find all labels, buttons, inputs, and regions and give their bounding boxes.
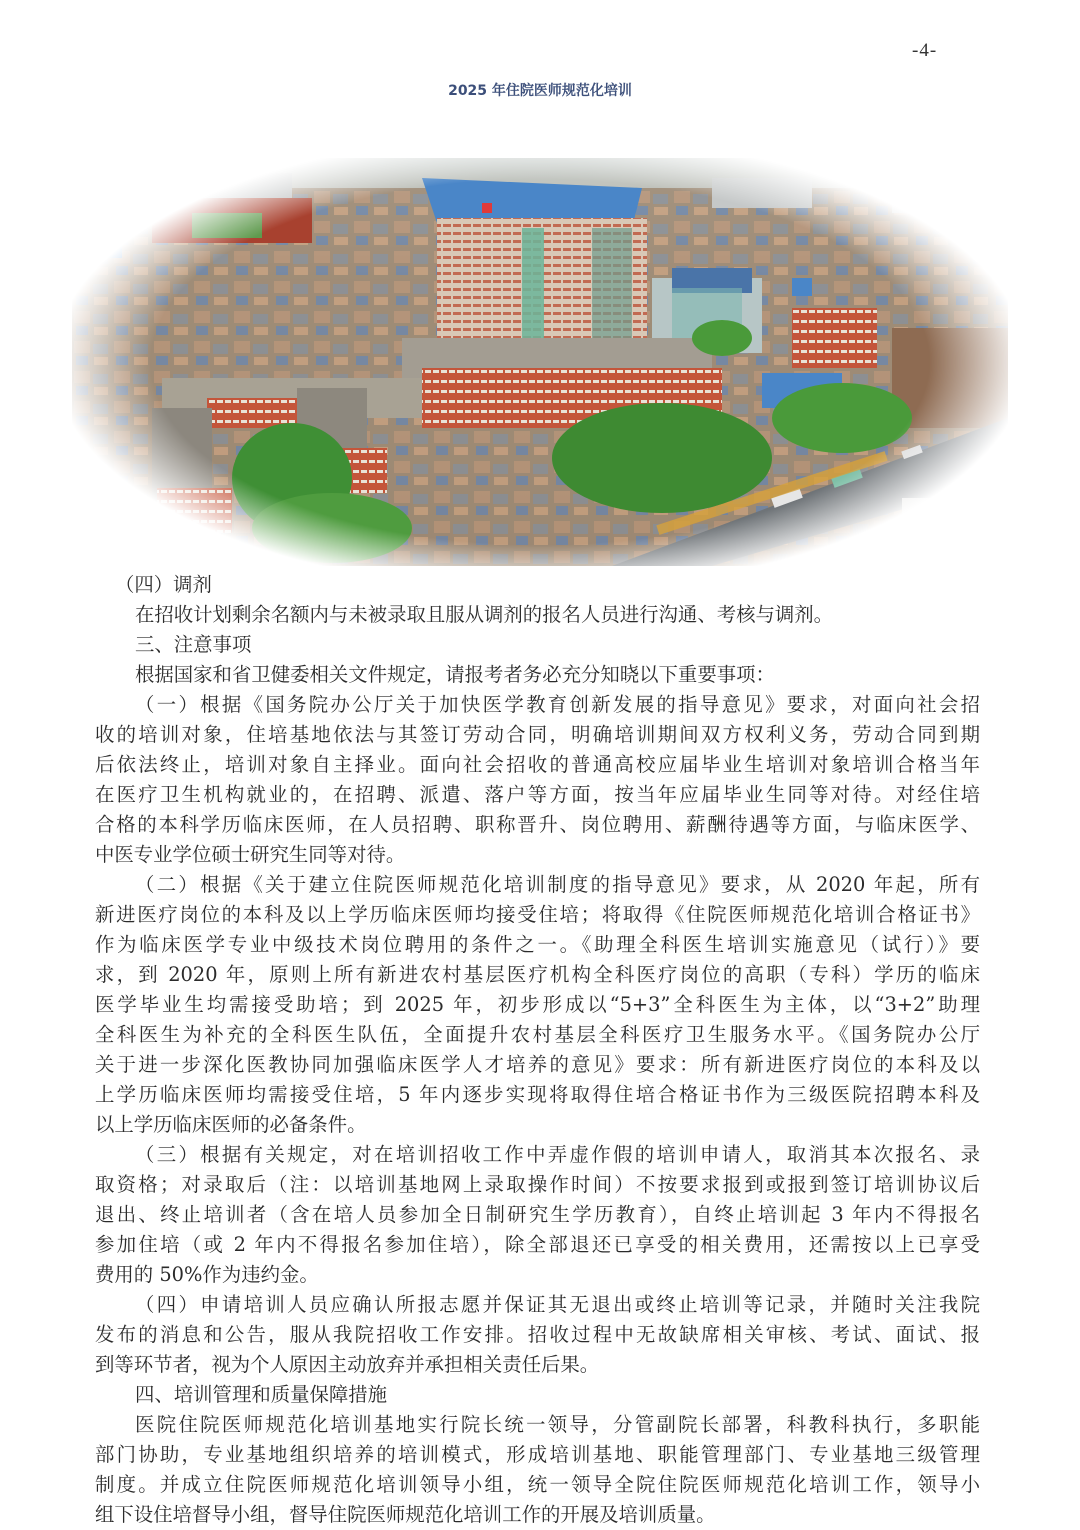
paragraph-item-2-line: 上学历临床医师均需接受住培，5 年内逐步实现将取得住培合格证书作为三级医院招聘本科及 [95, 1083, 980, 1106]
paragraph-item-2-line: 新进医疗岗位的本科及以上学历临床医师均接受住培；将取得《住院医师规范化培训合格证书》 [95, 903, 980, 926]
document-body [95, 570, 980, 1530]
paragraph-item-1-line: （一）根据《国务院办公厅关于加快医学教育创新发展的指导意见》要求，对面向社会招 [135, 693, 980, 716]
paragraph-item-2-line: （二）根据《关于建立住院医师规范化培训制度的指导意见》要求，从 2020 年起，所有 [135, 873, 980, 896]
section-heading-management: 四、培训管理和质量保障措施 [135, 1383, 388, 1406]
paragraph-item-2-line: 以上学历临床医师的必备条件。 [95, 1113, 367, 1136]
paragraph-item-3-line: 取资格；对录取后（注：以培训基地网上录取操作时间）不按要求报到或报到签订培训协议后 [95, 1173, 980, 1196]
paragraph-item-2-line: 作为临床医学专业中级技术岗位聘用的条件之一。《助理全科医生培训实施意见（试行）》要 [95, 933, 980, 956]
paragraph-item-1-line: 合格的本科学历临床医师，在人员招聘、职称晋升、岗位聘用、薪酬待遇等方面，与临床医学、 [95, 813, 980, 836]
paragraph-management-line: 组下设住培督导小组，督导住院医师规范化培训工作的开展及培训质量。 [95, 1503, 716, 1526]
paragraph-item-2-line: 关于进一步深化医教协同加强临床医学人才培养的意见》要求：所有新进医疗岗位的本科及以 [95, 1053, 980, 1076]
page-number: -4- [912, 40, 938, 61]
document-header-title: 2025 年住院医师规范化培训 [448, 83, 632, 99]
paragraph-management-line: 部门协助，专业基地组织培养的培训模式，形成培训基地、职能管理部门、专业基地三级管理 [95, 1443, 980, 1466]
paragraph-item-3-line: 退出、终止培训者（含在培人员参加全日制研究生学历教育），自终止培训起 3 年内不得报名 [95, 1203, 980, 1226]
paragraph-adjustment: 在招收计划剩余名额内与未被录取且服从调剂的报名人员进行沟通、考核与调剂。 [135, 603, 834, 626]
photo-illustration [72, 158, 1008, 566]
paragraph-notes-intro: 根据国家和省卫健委相关文件规定，请报考者务必充分知晓以下重要事项： [135, 663, 775, 686]
paragraph-item-1-line: 收的培训对象，住培基地依法与其签订劳动合同，明确培训期间双方权利义务，劳动合同到期 [95, 723, 980, 746]
paragraph-item-2-line: 全科医生为补充的全科医生队伍，全面提升农村基层全科医疗卫生服务水平。《国务院办公厅 [95, 1023, 980, 1046]
section-heading-adjustment: （四）调剂 [115, 573, 212, 596]
paragraph-item-3-line: 参加住培（或 2 年内不得报名参加住培），除全部退还已享受的相关费用，还需按以上已享受 [95, 1233, 980, 1256]
paragraph-item-2-line: 医学毕业生均需接受助培；到 2025 年，初步形成以“5+3”全科医生为主体，以“3+2”助理 [95, 993, 980, 1016]
paragraph-item-4-line: 发布的消息和公告，服从我院招收工作安排。招收过程中无故缺席相关审核、考试、面试、报 [95, 1323, 980, 1346]
paragraph-item-2-line: 求，到 2020 年，原则上所有新进农村基层医疗机构全科医疗岗位的高职（专科）学历的临床 [95, 963, 980, 986]
paragraph-item-4-line: 到等环节者，视为个人原因主动放弃并承担相关责任后果。 [95, 1353, 600, 1376]
paragraph-management-line: 医院住院医师规范化培训基地实行院长统一领导，分管副院长部署，科教科执行，多职能 [135, 1413, 980, 1436]
paragraph-item-1-line: 在医疗卫生机构就业的，在招聘、派遣、落户等方面，按当年应届毕业生同等对待。对经住培 [95, 783, 980, 806]
paragraph-item-3-line: （三）根据有关规定，对在培训招收工作中弄虚作假的培训申请人，取消其本次报名、录 [135, 1143, 980, 1166]
section-heading-notes: 三、注意事项 [135, 633, 252, 656]
hospital-aerial-photo [72, 158, 1008, 566]
paragraph-management-line: 制度。并成立住院医师规范化培训领导小组，统一领导全院住院医师规范化培训工作，领导小 [95, 1473, 980, 1496]
paragraph-item-3-line: 费用的 50%作为违约金。 [95, 1263, 319, 1286]
paragraph-item-1-line: 后依法终止，培训对象自主择业。面向社会招收的普通高校应届毕业生培训对象培训合格当年 [95, 753, 980, 776]
paragraph-item-1-line: 中医专业学位硕士研究生同等对待。 [95, 843, 406, 866]
paragraph-item-4-line: （四）申请培训人员应确认所报志愿并保证其无退出或终止培训等记录，并随时关注我院 [135, 1293, 980, 1316]
